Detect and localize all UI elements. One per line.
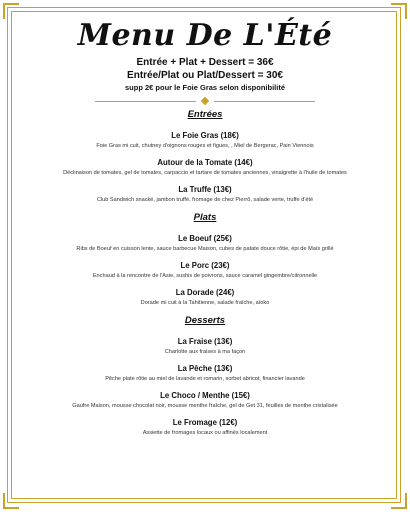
item-description: Gaufre Maison, mousse chocolat noir, mousse menthe fraîche, gel de Get 31, feuilles de menthe cristalisée [72,403,338,409]
item-name: Le Foie Gras (18€) [171,131,239,140]
item-description: Enchaud à la rencontre de l'Asie, sushis de poivrons, sauce caramel gingembre/citronnelle [92,273,318,279]
menu-item [16,418,394,437]
item-description: Foie Gras mi cuit, chutney d'oignons rouges et figues, , Miel de Bergerac, Pain Viennois [96,143,314,149]
item-name: Le Porc (23€) [180,261,230,270]
section-title-desserts: Desserts [184,315,226,326]
section-title-entrees: Entrées [187,109,223,120]
supplement-note: supp 2€ pour le Foie Gras selon disponibilité [124,83,286,92]
section-title-plats: Plats [193,212,217,223]
menu-title: Menu De L'Été [77,18,333,53]
item-name: La Fraise (13€) [177,337,233,346]
menu-item [16,337,394,356]
item-name: La Truffe (13€) [178,185,232,194]
menu-item [16,131,394,150]
divider-rule-left [95,101,196,102]
item-description: Déclinaison de tomates, gel de tomates, carpaccio et tartare de tomates anciennes, vinaigrette à l'huile de tomates [63,170,347,176]
item-name: Le Fromage (12€) [172,418,238,427]
item-name: Autour de la Tomate (14€) [157,158,253,167]
diamond-ornament-icon [201,97,209,105]
menu-item [16,391,394,410]
menu-item [16,288,394,307]
divider-rule-right [214,101,315,102]
section-entrees [16,109,394,204]
corner-ornament-bottom-left [3,493,19,509]
item-name: Le Choco / Menthe (15€) [160,391,250,400]
price-line-full: Entrée + Plat + Dessert = 36€ [136,57,274,68]
item-description: Charlotte aux fraises à ma façon [164,349,246,355]
item-description: Dorade mi cuit à la Tahitienne, salade fraîche, aïoko [140,300,270,306]
header-divider [95,96,315,106]
corner-ornament-top-right [391,3,407,19]
menu-item [16,158,394,177]
section-desserts [16,315,394,437]
item-description: Ribs de Boeuf en cuisson lente, sauce barbecue Maison, cubes de patate douce rôtie, épi de Maïs grillé [76,246,334,252]
item-description: Club Sandwich snacké, jambon truffé, fromage de chez Pierrô, salade verte, truffe d'été [96,197,314,203]
item-description: Pêche plate rôtie au miel de lavande et romarin, sorbet abricot, financier lavande [105,376,305,382]
item-name: La Dorade (24€) [175,288,235,297]
menu-item [16,364,394,383]
menu-item [16,261,394,280]
menu-content [16,18,394,445]
item-name: Le Boeuf (25€) [178,234,232,243]
menu-item [16,234,394,253]
section-plats [16,212,394,307]
menu-item [16,185,394,204]
item-name: La Pêche (13€) [177,364,233,373]
corner-ornament-top-left [3,3,19,19]
price-line-two-course: Entrée/Plat ou Plat/Dessert = 30€ [127,70,283,81]
item-description: Assiette de fromages locaux ou affinés localement [142,430,268,436]
corner-ornament-bottom-right [391,493,407,509]
